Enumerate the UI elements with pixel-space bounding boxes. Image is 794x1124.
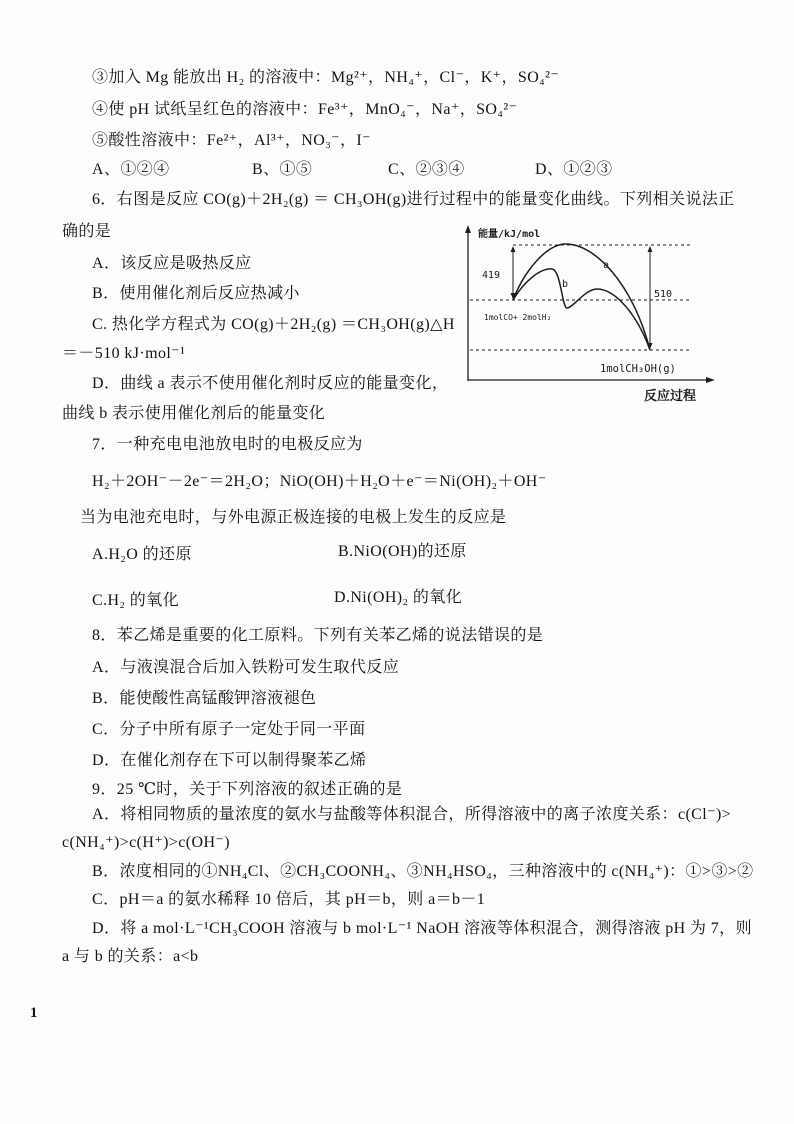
q9-option-d-line-2: a 与 b 的关系：a<b [62,948,199,965]
q9-option-a-line-2: c(NH₄⁺)>c(H⁺)>c(OH⁻) [62,834,231,851]
q6-stem-line-2: 确的是 [62,223,112,240]
q6-option-b: B．使用催化剂后反应热减小 [92,285,300,302]
q8-option-d: D．在催化剂存在下可以制得聚苯乙烯 [92,752,367,769]
q7-equation: H₂＋2OH⁻－2e⁻＝2H₂O；NiO(OH)＋H₂O＋e⁻＝Ni(OH)₂＋OH⁻ [92,473,547,490]
curve-a-label: a [603,260,610,271]
q8-option-a: A．与液溴混合后加入铁粉可发生取代反应 [92,659,400,676]
curve-b [513,269,650,350]
q7-option-d: D.Ni(OH)₂ 的氧化 [334,589,463,606]
right-gap-arrowhead-top [648,246,653,252]
q6-option-a: A．该反应是吸热反应 [92,255,252,272]
left-gap-value: 419 [482,270,501,281]
energy-diagram [455,222,720,404]
preceding-option-b: B、①⑤ [252,161,313,178]
item-3-line: ③加入 Mg 能放出 H₂ 的溶液中：Mg²⁺，NH₄⁺，Cl⁻，K⁺，SO₄²⁻ [92,69,560,86]
q8-stem: 8．苯乙烯是重要的化工原料。下列有关苯乙烯的说法错误的是 [92,627,544,644]
q7-stem: 7．一种充电电池放电时的电极反应为 [92,436,363,453]
q7-question: 当为电池充电时，与外电源正极连接的电极上发生的反应是 [80,509,507,526]
q9-option-c: C．pH＝a 的氨水稀释 10 倍后，其 pH＝b，则 a＝b－1 [92,891,486,908]
q9-option-a-line-1: A．将相同物质的量浓度的氨水与盐酸等体积混合，所得溶液中的离子浓度关系：c(Cl⁻)> [92,806,732,823]
q6-option-d-line-2: 曲线 b 表示使用催化剂后的能量变化 [62,405,326,422]
q6-stem-line-1: 6．右图是反应 CO(g)＋2H₂(g) ＝ CH₃OH(g)进行过程中的能量变化曲线。下列相关说法正 [92,191,735,208]
left-gap-arrowhead-top [511,246,516,252]
q8-option-c: C．分子中所有原子一定处于同一平面 [92,721,366,738]
x-axis-label: 反应过程 [644,389,697,404]
q9-option-b: B．浓度相同的①NH₄Cl、②CH₃COONH₄、③NH₄HSO₄，三种溶液中的 c(NH₄⁺)：①>③>② [92,863,754,880]
page-number: 1 [30,1005,38,1021]
q7-option-c: C.H₂ 的氧化 [92,592,180,609]
q6-option-c-line-1: C. 热化学方程式为 CO(g)＋2H₂(g) ＝CH₃OH(g)△H [92,316,455,333]
q6-option-d-line-1: D．曲线 a 表示不使用催化剂时反应的能量变化， [92,375,449,392]
q7-option-a: A.H₂O 的还原 [92,546,192,563]
reactants-label: 1molCO+ 2molH₂ [484,313,552,322]
q7-option-b: B.NiO(OH)的还原 [338,543,467,560]
q9-stem: 9．25 ℃时，关于下列溶液的叙述正确的是 [92,781,403,798]
preceding-option-d: D、①②③ [535,161,613,178]
x-axis-arrowhead [706,377,715,383]
curve-b-label: b [562,279,569,290]
preceding-option-a: A、①②④ [92,161,170,178]
y-axis-label: 能量/kJ/mol [478,229,541,240]
product-label: 1molCH₃OH(g) [600,363,676,375]
q6-option-c-line-2: ＝－510 kJ·mol⁻¹ [62,345,186,362]
q9-option-d-line-1: D．将 a mol·L⁻¹CH₃COOH 溶液与 b mol·L⁻¹ NaOH 溶液等体积混合，测得溶液 pH 为 7，则 [92,920,752,937]
q8-option-b: B．能使酸性高锰酸钾溶液褪色 [92,690,317,707]
y-axis-arrowhead [465,225,471,233]
preceding-option-c: C、②③④ [388,161,465,178]
item-4-line: ④使 pH 试纸呈红色的溶液中：Fe³⁺，MnO₄⁻，Na⁺，SO₄²⁻ [92,101,518,118]
item-5-line: ⑤酸性溶液中：Fe²⁺，Al³⁺，NO₃⁻，I⁻ [92,132,371,149]
right-gap-value: 510 [654,289,673,300]
